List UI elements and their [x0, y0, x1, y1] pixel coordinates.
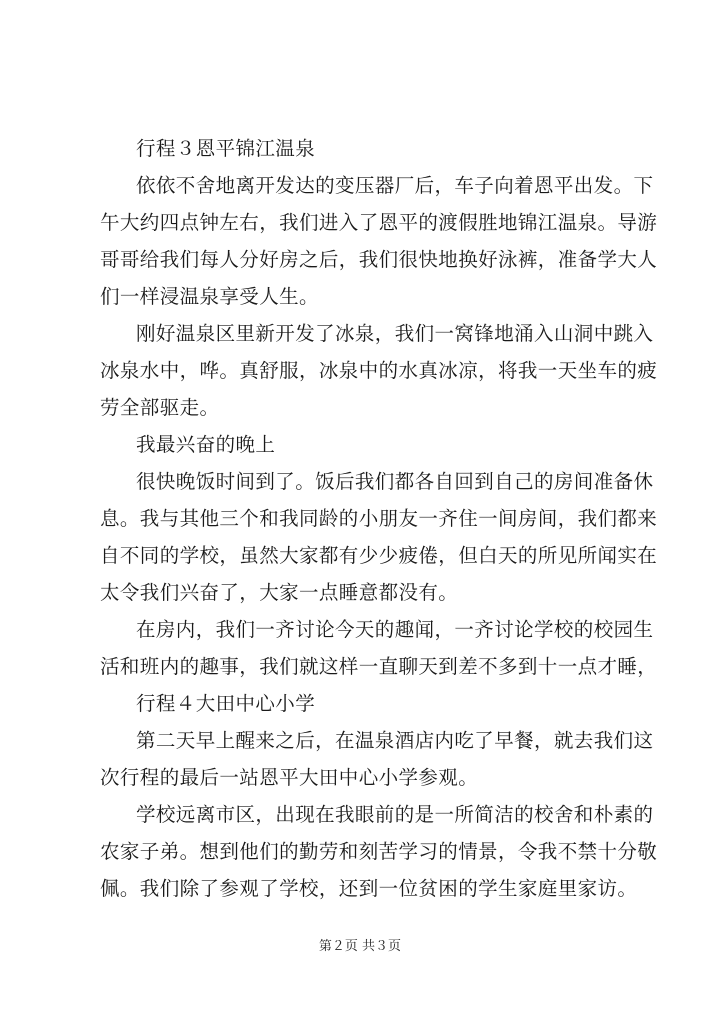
paragraph-line: 们一样浸温泉享受人生。: [100, 285, 319, 308]
paragraph-line: 自不同的学校，虽然大家都有少少疲倦，但白天的所见所闻实在: [100, 544, 658, 567]
paragraph-line: 刚好温泉区里新开发了冰泉，我们一窝锋地涌入山洞中跳入: [136, 322, 654, 345]
paragraph-line: 冰泉水中，哗。真舒服，冰泉中的水真冰凉，将我一天坐车的疲: [100, 359, 658, 382]
section-heading-trip-4: 行程４大田中心小学: [136, 692, 316, 715]
paragraph-line: 活和班内的趣事，我们就这样一直聊天到差不多到十一点才睡，: [100, 655, 658, 678]
paragraph-line: 午大约四点钟左右，我们进入了恩平的渡假胜地锦江温泉。导游: [100, 211, 658, 234]
paragraph-line: 在房内，我们一齐讨论今天的趣闻，一齐讨论学校的校园生: [136, 618, 654, 641]
paragraph-line: 依依不舍地离开发达的变压器厂后，车子向着恩平出发。下: [136, 174, 654, 197]
paragraph-line: 佩。我们除了参观了学校，还到一位贫困的学生家庭里家访。: [100, 877, 638, 900]
paragraph-line: 农家子弟。想到他们的勤劳和刻苦学习的情景，令我不禁十分敬: [100, 840, 658, 863]
section-heading-evening: 我最兴奋的晚上: [136, 433, 276, 456]
section-heading-trip-3: 行程３恩平锦江温泉: [136, 137, 316, 160]
paragraph-line: 哥哥给我们每人分好房之后，我们很快地换好泳裤，准备学大人: [100, 248, 658, 271]
paragraph-line: 学校远离市区，出现在我眼前的是一所简洁的校舍和朴素的: [136, 803, 654, 826]
paragraph-line: 第二天早上醒来之后，在温泉酒店内吃了早餐，就去我们这: [136, 729, 654, 752]
paragraph-line: 太令我们兴奋了，大家一点睡意都没有。: [100, 581, 459, 604]
paragraph-line: 息。我与其他三个和我同龄的小朋友一齐住一间房间，我们都来: [100, 507, 658, 530]
paragraph-line: 劳全部驱走。: [100, 396, 220, 419]
paragraph-line: 很快晚饭时间到了。饭后我们都各自回到自己的房间准备休: [136, 470, 654, 493]
paragraph-line: 次行程的最后一站恩平大田中心小学参观。: [100, 766, 479, 789]
page-number-footer: 第２页 共３页: [318, 939, 402, 954]
